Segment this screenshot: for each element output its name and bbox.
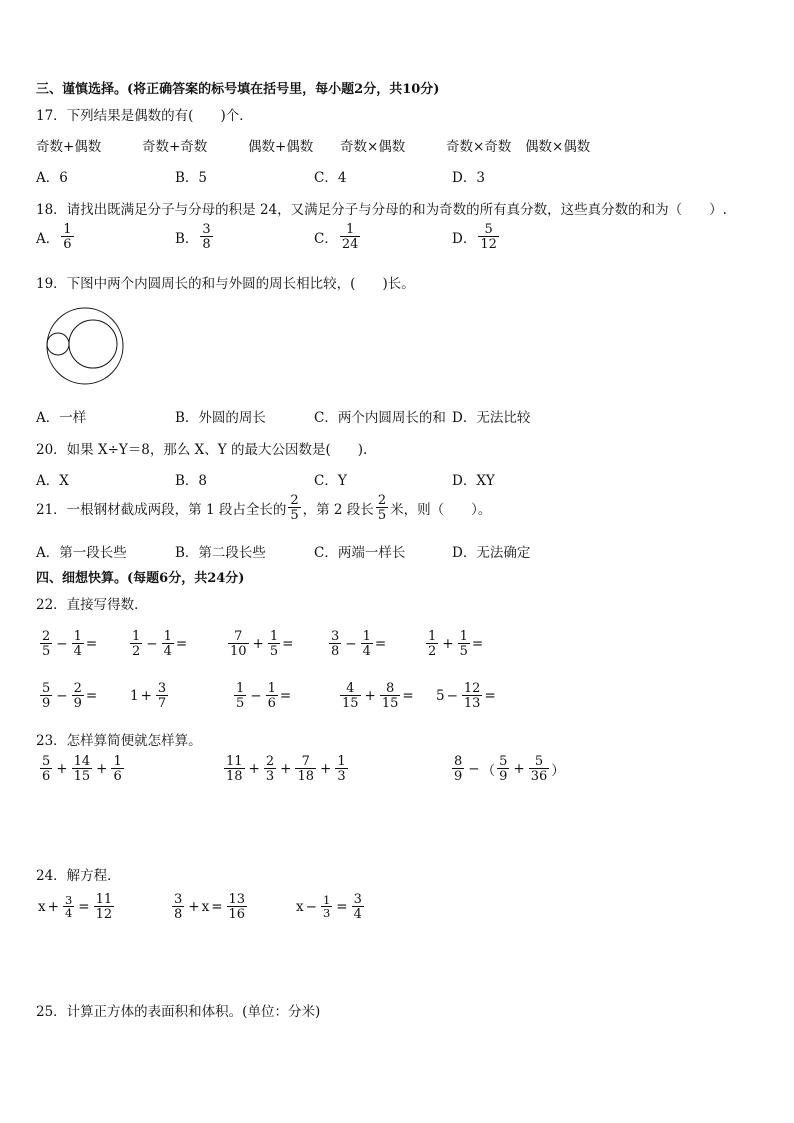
fraction: $\frac{2}{5}$	[377, 493, 387, 523]
q18-option-c[interactable]	[314, 223, 362, 251]
q17-option-a[interactable]: A．6	[36, 170, 68, 186]
q23-expr-2: $\frac{11}{18}$ + $\frac{2}{3}$ + $\frac{7}{18}$ + $\frac{1}{3}$	[226, 754, 346, 784]
option-label: A．	[36, 231, 60, 247]
q25-stem: 25．计算正方体的表面积和体积。(单位：分米)	[36, 1004, 321, 1020]
q18-stem: 18．请找出既满足分子与分母的积是 24，又满足分子与分母的和为奇数的所有真分数，这些真分数的和为（ ）.	[36, 202, 727, 218]
q18-option-d[interactable]	[452, 223, 501, 251]
q20-option-c[interactable]: C．Y	[314, 473, 347, 489]
q22-r2-item-5: 5 − $\frac{12}{13}$ =	[436, 681, 496, 711]
q22-r2-item-4: $\frac{4}{15}$ + $\frac{8}{15}$ =	[342, 681, 414, 711]
q23-expr-3: $\frac{8}{9}$ − （ $\frac{5}{9}$ + $\frac{5}{36}$ ）	[454, 754, 565, 784]
q21-option-c[interactable]: C．两端一样长	[314, 545, 406, 561]
q19-stem: 19．下图中两个内圆周长的和与外圆的周长相比较，( )长。	[36, 276, 415, 292]
q23-stem: 23．怎样算简便就怎样算。	[36, 733, 202, 749]
fraction: $\frac{1}{6}$	[63, 222, 72, 252]
option-label: C．	[314, 231, 338, 247]
q22-stem: 22．直接写得数．	[36, 597, 148, 613]
q22-r1-item-1: $\frac{2}{5}$ − $\frac{1}{4}$ =	[42, 629, 98, 659]
q17-option-b[interactable]: B．5	[175, 170, 208, 186]
outer-circle	[47, 308, 123, 384]
q20-option-b[interactable]: B．8	[175, 473, 208, 489]
q19-option-b[interactable]: B．外圆的周长	[175, 410, 266, 426]
q23-expr-1: $\frac{5}{6}$ + $\frac{14}{15}$ + $\frac{1}{6}$	[42, 754, 122, 784]
q17-expr-5: 奇数×奇数	[446, 139, 512, 155]
q24-stem: 24．解方程．	[36, 868, 121, 884]
fraction: $\frac{3}{8}$	[202, 222, 211, 252]
q22-r1-item-2: $\frac{1}{2}$ − $\frac{1}{4}$ =	[132, 629, 188, 659]
q21-option-b[interactable]: B．第二段长些	[175, 545, 266, 561]
option-label: D．	[452, 231, 477, 247]
fraction: $\frac{5}{12}$	[480, 222, 497, 252]
large-inner-circle	[69, 320, 117, 368]
section-3-title: 三、谨慎选择。(将正确答案的标号填在括号里，每小题2分，共10分)	[36, 82, 440, 97]
q18-option-b[interactable]	[175, 223, 215, 251]
q18-option-a[interactable]	[36, 223, 76, 251]
q21-option-a[interactable]: A．第一段长些	[36, 545, 127, 561]
section-4-title: 四、细想快算。(每题6分，共24分)	[36, 571, 245, 586]
q22-r1-item-5: $\frac{1}{2}$ + $\frac{1}{5}$ =	[428, 629, 484, 659]
q17-stem: 17．下列结果是偶数的有( )个．	[36, 108, 253, 124]
q21-stem: 21．一根钢材截成两段，第 1 段占全长的 $\frac{2}{5}$ ，第 2 段长 $\frac{2}{5}$ 米，则（ ）。	[36, 493, 492, 523]
q17-expr-2: 奇数+奇数	[142, 139, 208, 155]
q22-r2-item-3: $\frac{1}{5}$ − $\frac{1}{6}$ =	[236, 681, 292, 711]
q24-eq-2: $\frac{3}{8}$ + x = $\frac{13}{16}$	[174, 892, 246, 922]
q19-option-d[interactable]: D．无法比较	[452, 410, 531, 426]
fraction: $\frac{2}{5}$	[290, 493, 299, 523]
q22-r1-item-3: $\frac{7}{10}$ + $\frac{1}{5}$ =	[230, 629, 294, 659]
q19-option-c[interactable]: C．两个内圆周长的和	[314, 410, 446, 426]
q17-expr-4: 奇数×偶数	[340, 139, 406, 155]
circles-figure	[40, 306, 130, 386]
q20-option-a[interactable]: A．X	[36, 473, 69, 489]
q24-eq-1: x + $\frac{3}{4}$ = $\frac{11}{12}$	[38, 892, 113, 922]
option-label: B．	[175, 231, 199, 247]
q17-expr-3: 偶数+偶数	[248, 139, 314, 155]
q20-stem: 20．如果 X÷Y＝8，那么 X、Y 的最大公因数是( ).	[36, 442, 368, 458]
q17-expr-6: 偶数×偶数	[525, 139, 591, 155]
q17-expr-1: 奇数+偶数	[36, 139, 102, 155]
q20-option-d[interactable]: D．XY	[452, 473, 495, 489]
q22-r2-item-1: $\frac{5}{9}$ − $\frac{2}{9}$ =	[42, 681, 98, 711]
q17-option-d[interactable]: D．3	[452, 170, 485, 186]
q22-r2-item-2: 1 + $\frac{3}{7}$	[130, 681, 167, 711]
q21-option-d[interactable]: D．无法确定	[452, 545, 531, 561]
small-inner-circle	[47, 333, 69, 355]
q24-eq-3: x − $\frac{1}{3}$ = $\frac{3}{4}$	[296, 892, 362, 922]
q22-r1-item-4: $\frac{3}{8}$ − $\frac{1}{4}$ =	[331, 629, 387, 659]
q19-option-a[interactable]: A．一样	[36, 410, 87, 426]
fraction: $\frac{1}{24}$	[341, 222, 359, 252]
q17-option-c[interactable]: C．4	[314, 170, 347, 186]
